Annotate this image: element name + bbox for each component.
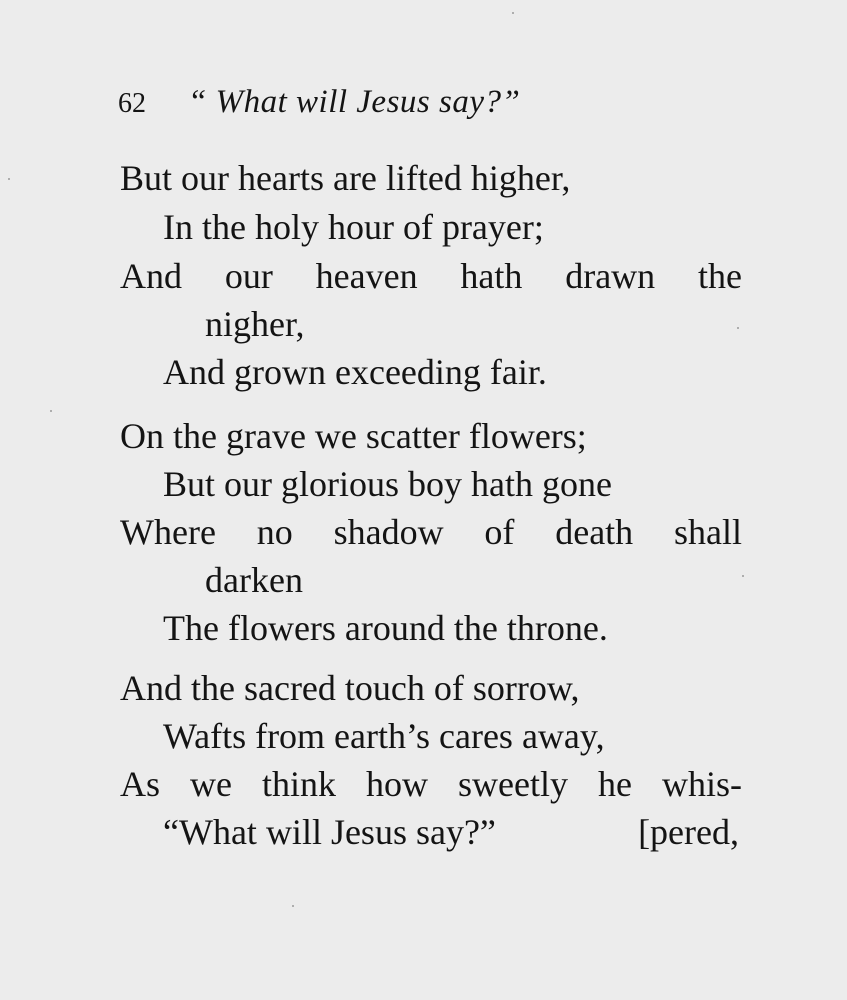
poem-line: As we think how sweetly he whis-: [120, 764, 742, 804]
print-speck: [512, 12, 514, 14]
print-speck: [737, 327, 739, 329]
poem-line: But our glorious boy hath gone: [163, 464, 612, 504]
poem-line: And the sacred touch of sorrow,: [120, 668, 580, 708]
running-title: “ What will Jesus say?”: [188, 84, 521, 120]
poem-line: The flowers around the throne.: [163, 608, 608, 648]
print-speck: [50, 410, 52, 412]
poem-line: And grown exceeding fair.: [163, 352, 547, 392]
poem-line: And our heaven hath drawn the: [120, 256, 742, 296]
poem-line: Where no shadow of death shall: [120, 512, 742, 552]
poem-line: But our hearts are lifted higher,: [120, 158, 571, 198]
poem-line-turnover: [pered,: [638, 812, 739, 852]
page-header: [118, 82, 520, 124]
poem-line: On the grave we scatter flowers;: [120, 416, 587, 456]
poem-line: “What will Jesus say?”: [163, 812, 496, 852]
poem-line: Wafts from earth’s cares away,: [163, 716, 605, 756]
poem-line: In the holy hour of prayer;: [163, 207, 544, 247]
print-speck: [292, 905, 294, 907]
poem-line-continuation: darken: [205, 560, 303, 600]
print-speck: [8, 178, 10, 180]
print-speck: [742, 575, 744, 577]
poem-line-continuation: nigher,: [205, 304, 305, 344]
page-number: 62: [118, 88, 146, 119]
